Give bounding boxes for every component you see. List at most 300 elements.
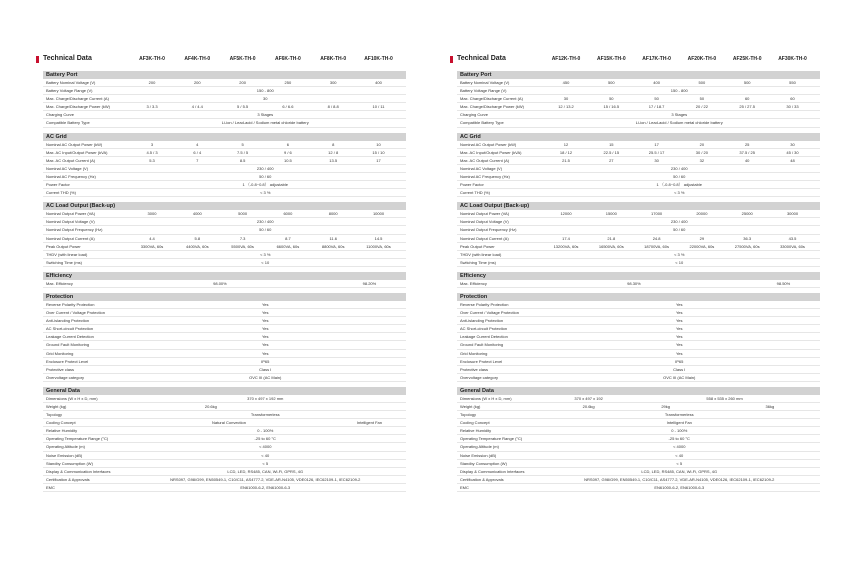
spec-row [457,468,820,476]
spec-label: Max. AC Output Current (A) [46,157,96,163]
spec-value: EN61000-6-2, EN61000-6-3 [240,484,291,490]
spec-row [457,189,820,197]
section-header: AC Load Output (Back-up) [43,202,406,210]
spec-label: Nominal Output Frequency (Hz) [460,227,517,233]
spec-row [457,165,820,173]
spec-label: Nominal Output Frequency (Hz) [46,227,103,233]
spec-label: Max. AC Input/Output Power (kVA) [46,149,108,155]
spec-row [43,79,406,87]
section-header: General Data [457,387,820,395]
spec-title: Technical Data [43,55,92,62]
spec-value: 98.20% [362,280,377,286]
header-accent-bar [450,56,453,63]
spec-value: 6000 [283,211,293,217]
spec-row [43,157,406,165]
spec-value: 22000VA, 60s [689,243,715,249]
spec-label: AC Short-circuit Protection [460,326,508,332]
spec-value: EN61000-6-2, EN61000-6-3 [654,484,705,490]
spec-label: Max. Charge/Discharge Power (kW) [460,104,525,110]
spec-row [457,325,820,333]
spec-row [457,366,820,374]
spec-value: 25 / 27.5 [739,104,755,110]
spec-value: 4 [196,141,199,147]
spec-value: 200 [148,80,156,85]
spec-value: 7 [196,157,199,163]
spec-value: 3000 [147,211,157,217]
model-header: AF6K-TH-0 [274,56,301,62]
spec-value: 29 [699,235,705,241]
spec-header [457,54,820,66]
spec-label: Reverse Polarity Protection [460,301,509,307]
spec-label: Standby Consumption (W) [46,460,93,466]
spec-value: 18700VA, 60s [644,243,670,249]
spec-value: Transformerless [250,412,280,418]
spec-row [457,157,820,165]
spec-value: 29kg [661,404,670,409]
spec-label: Topology [460,412,477,418]
spec-row [43,435,406,443]
spec-label: Grid Monitoring [46,350,74,356]
spec-label: Standby Consumption (W) [460,460,507,466]
spec-value: Li-ion / Lead-acid / Sodium metal chloride battery [221,120,309,126]
spec-label: Nominal Output Current (A) [46,235,95,241]
spec-row [43,95,406,103]
spec-value: Yes [261,310,269,316]
spec-label: Battery Voltage Range (V) [46,88,93,94]
spec-value: 98.50% [776,280,791,286]
spec-value: 12 / 13.2 [558,104,574,110]
model-header: AF30K-TH-0 [778,56,807,62]
spec-value: NRS097, G98/G99, EN50549-1, C10/C11, AS4777.2, VDE-AR-N4105, VDE0126, IEC62109-1, IEC62109-2 [584,476,775,482]
spec-value: < 4000 [673,444,686,450]
spec-row [43,358,406,366]
spec-value: -25 to 60 °C [668,436,690,442]
spec-row [457,435,820,443]
spec-value: 21.5 [562,157,570,163]
spec-label: THDV (with linear load) [46,251,88,257]
spec-row [43,119,406,127]
spec-label: Operating Temperature Range (°C) [460,436,523,442]
spec-value: 43.5 [788,235,797,241]
spec-row [43,103,406,111]
spec-value: 3 Stages [671,112,688,118]
spec-value: 20.6kg [582,404,595,409]
spec-row [43,259,406,267]
spec-row [43,165,406,173]
spec-value: 11000VA, 60s [366,243,391,249]
spec-value: 6 / 4 [193,149,202,155]
spec-label: Dimensions (W x H x D, mm) [46,395,98,401]
spec-label: THDV (with linear load) [460,251,502,257]
spec-label: Current THD (%) [460,190,490,196]
spec-value: 37.5 / 25 [739,149,755,155]
spec-value: 5 / 5.5 [237,104,249,110]
spec-row [43,218,406,226]
spec-value: 20 / 22 [695,104,709,110]
spec-row [43,341,406,349]
spec-row [457,333,820,341]
spec-row [43,243,406,251]
spec-row [43,484,406,492]
spec-value: 60 [744,96,750,102]
spec-value: Class I [673,366,686,372]
spec-label: Enclosure Protect Level [46,358,89,364]
model-header: AF15K-TH-0 [596,56,626,62]
spec-label: Peak Output Power [46,243,81,249]
spec-label: Weight (kg) [460,404,481,409]
spec-row [43,87,406,95]
spec-row [43,443,406,451]
spec-value: < 3 % [260,190,271,196]
section-header: Battery Port [457,71,820,79]
spec-value: 20.6kg [204,404,217,409]
spec-value: 8000 [328,211,338,217]
spec-row [457,181,820,189]
spec-label: Switching Time (ms) [460,259,497,265]
spec-label: Certification & Approvals [46,476,90,482]
spec-value: 50 [699,96,705,102]
spec-row [43,452,406,460]
spec-row [457,218,820,226]
spec-value: 22.5 / 15 [603,149,620,155]
model-header: AF5K-TH-0 [229,56,256,62]
spec-value: 12 [563,141,569,147]
spec-label: Operating Temperature Range (°C) [46,436,109,442]
section-header: Battery Port [43,71,406,79]
spec-label: Protective class [46,366,75,372]
spec-row [43,301,406,309]
spec-label: Cooling Concept [46,420,76,426]
spec-value: < 3 % [674,190,685,196]
spec-value: 5.8 [194,235,201,241]
spec-row [457,87,820,95]
spec-row [43,366,406,374]
spec-value: 0 - 100% [671,428,688,434]
spec-row [43,317,406,325]
spec-row [457,419,820,427]
spec-label: Display & Communication Interfaces [46,468,111,474]
model-header: AF17K-TH-0 [642,56,671,62]
spec-value: Yes [675,326,683,332]
spec-row [457,452,820,460]
spec-value: NRS097, G98/G99, EN50549-1, C10/C11, AS4777.2, VDE-AR-N4105, VDE0126, IEC62109-1, IEC62109-2 [170,476,361,482]
spec-label: Nominal AC Output Power (kW) [46,141,103,147]
spec-label: Nominal Output Power (VA) [460,211,510,217]
spec-row [457,395,820,403]
spec-value: 33000VA, 60s [780,243,805,249]
spec-row [457,95,820,103]
spec-label: Power Factor [46,182,70,188]
spec-value: 50 / 60 [259,173,272,179]
spec-value: 4400VA, 60s [185,243,209,249]
spec-value: LCD, LED, RS485, CAN, Wi-Fi, GPRS, 4G [641,468,718,474]
spec-value: 150 - 800 [670,88,688,94]
spec-value: 7.3 [239,235,246,241]
spec-value: < 5 [262,460,269,466]
spec-value: 14.5 [374,235,383,241]
spec-row [43,210,406,218]
spec-value: 17000 [651,211,663,217]
spec-value: 27500VA, 60s [734,243,760,249]
spec-label: Switching Time (ms) [46,259,83,265]
spec-value: 12 / 8 [328,149,339,155]
spec-row [43,403,406,411]
spec-row [457,427,820,435]
spec-value: 3 / 3.3 [146,104,158,110]
spec-label: Nominal Output Power (VA) [46,211,96,217]
spec-value: 400 [653,80,660,85]
spec-row [457,403,820,411]
spec-value: 6600VA, 60s [276,243,300,249]
spec-row [457,226,820,234]
spec-value: 3300VA, 60s [140,243,164,249]
spec-value: 16500VA, 60s [598,243,624,249]
section-header: General Data [43,387,406,395]
spec-row [457,119,820,127]
spec-value: < 40 [675,452,684,458]
spec-value: 5.3 [149,157,155,163]
spec-label: Compatible Battery Type [460,120,504,126]
spec-row [457,243,820,251]
spec-row [457,317,820,325]
spec-value: 1 （-0.8~0.8） adjustable [656,182,702,188]
spec-value: 36.3 [743,235,752,241]
spec-value: OVC III (AC Main) [663,374,696,380]
spec-value: 18 / 12 [559,149,573,155]
spec-value: 48 [790,157,795,163]
spec-label: Enclosure Protect Level [460,358,503,364]
spec-value: 50 / 60 [259,227,272,233]
spec-label: Noise Emission (dB) [460,452,497,458]
spec-value: 50 / 60 [673,227,686,233]
spec-value: 17 / 18.7 [648,104,665,110]
spec-value: 13200VA, 60s [553,243,579,249]
spec-label: Over Current / Voltage Protection [46,310,105,316]
spec-row [457,251,820,259]
spec-value: 24.8 [652,235,661,241]
spec-value: 60 [790,96,795,102]
spec-value: 13.5 [329,157,338,163]
spec-value: IP65 [261,358,270,364]
spec-value: 7.5 / 5 [237,149,249,155]
spec-value: < 4000 [259,444,272,450]
spec-label: Grid Monitoring [460,350,488,356]
spec-label: Nominal Output Current (A) [460,235,509,241]
spec-value: 370 x 497 x 192 mm [247,395,284,401]
spec-value: Natural Convection [211,420,247,426]
spec-value: Yes [675,342,683,348]
spec-value: Li-ion / Lead-acid / Sodium metal chloride battery [635,120,723,126]
spec-label: Battery Nominal Voltage (V) [46,80,96,85]
spec-value: < 5 [676,460,683,466]
spec-value: 4.5 / 3 [146,149,158,155]
spec-label: Max. AC Input/Output Power (kVA) [460,149,522,155]
spec-row [43,333,406,341]
spec-row [43,476,406,484]
spec-value: IP65 [675,358,684,364]
spec-label: Nominal AC Frequency (Hz) [460,173,510,179]
spec-value: 6 / 6.6 [282,104,294,110]
spec-value: 30000 [786,211,799,217]
spec-label: Charging Curve [46,112,75,118]
spec-value: 550 [789,80,796,85]
spec-value: 36kg [765,404,775,409]
spec-row [43,374,406,382]
spec-value: 30 / 20 [695,149,709,155]
spec-row [457,280,820,288]
spec-value: < 40 [261,452,270,458]
spec-row [457,141,820,149]
model-header: AF3K-TH-0 [139,56,165,62]
spec-value: 8 / 8.8 [327,104,339,110]
spec-value: Intelligent Fan [666,420,692,426]
spec-value: 50 / 60 [673,173,686,179]
spec-row [457,210,820,218]
spec-row [43,173,406,181]
section-header: Efficiency [457,272,820,280]
spec-value: -25 to 60 °C [254,436,276,442]
spec-row [43,189,406,197]
spec-value: 30 [654,157,659,163]
spec-label: Max. Charge/Discharge Current (A) [46,96,109,102]
spec-value: Yes [261,326,269,332]
spec-row [43,280,406,288]
spec-label: Display & Communication Interfaces [460,468,525,474]
model-header: AF10K-TH-0 [364,56,393,62]
spec-value: 9 / 6 [283,149,292,155]
spec-label: Operating Altitude (m) [46,444,85,450]
spec-value: 1 （-0.8~0.8） adjustable [242,182,288,188]
spec-value: 40 [744,157,750,163]
spec-value: 8.5 [239,157,246,163]
spec-label: Nominal AC Frequency (Hz) [46,173,96,179]
spec-value: 10000 [372,211,385,217]
spec-label: Nominal Output Voltage (V) [460,219,509,225]
spec-value: 500 [698,80,706,85]
spec-label: Dimensions (W x H x D, mm) [460,395,512,401]
spec-value: Yes [675,301,683,307]
spec-row [43,251,406,259]
spec-value: 3 Stages [257,112,274,118]
spec-value: 300 [329,80,337,85]
spec-value: 5500VA, 60s [231,243,254,249]
spec-value: 150 - 800 [256,88,274,94]
spec-value: Yes [675,350,683,356]
spec-row [457,350,820,358]
spec-label: AC Short-circuit Protection [46,326,94,332]
spec-value: 500 [607,80,615,85]
spec-label: Relative Humidity [46,428,78,434]
section-header: AC Grid [457,133,820,141]
spec-value: 0 - 100% [257,428,274,434]
spec-label: Anti-islanding Protection [460,318,504,324]
spec-row [43,235,406,243]
model-header: AF8K-TH-0 [320,56,347,62]
spec-value: 98.00% [213,280,227,286]
spec-value: Yes [675,334,683,340]
spec-value: 17 [376,157,381,163]
spec-label: Ground Fault Monitoring [46,342,90,348]
spec-label: Ground Fault Monitoring [460,342,504,348]
spec-row [43,427,406,435]
spec-value: 4.4 [149,235,155,241]
spec-row [457,235,820,243]
spec-value: Yes [261,334,269,340]
spec-value: 10.5 [283,157,292,163]
spec-row [43,350,406,358]
spec-value: 370 x 497 x 192 [574,395,603,401]
spec-value: 30 [563,96,569,102]
section-header: Protection [43,293,406,301]
spec-row [457,259,820,267]
spec-label: Max. Charge/Discharge Power (kW) [46,104,111,110]
spec-row [457,443,820,451]
spec-value: 230 / 400 [256,219,274,225]
model-header: AF20K-TH-0 [687,56,717,62]
spec-value: 6 [286,141,290,147]
spec-value: Yes [675,310,683,316]
spec-row [43,226,406,234]
spec-label: Nominal AC Voltage (V) [46,165,89,171]
spec-value: 15 / 10 [372,149,385,155]
spec-value: 400 [375,80,382,85]
spec-row [43,460,406,468]
spec-value: 50 [609,96,614,102]
spec-value: 230 / 400 [670,219,688,225]
spec-value: 15 / 16.5 [603,104,620,110]
spec-label: Topology [46,412,63,418]
spec-label: Nominal AC Voltage (V) [460,165,503,171]
spec-row [457,301,820,309]
spec-label: Leakage Current Detection [460,334,508,340]
spec-label: Overvoltage category [46,374,85,380]
spec-value: LCD, LED, RS485, CAN, Wi-Fi, GPRS, 4G [227,468,304,474]
spec-label: Max. Efficiency [460,280,487,286]
spec-value: Yes [261,318,269,324]
spec-value: OVC III (AC Main) [249,374,282,380]
spec-value: Intelligent Fan [356,420,383,426]
spec-value: 200 [193,80,201,85]
spec-label: Anti-islanding Protection [46,318,90,324]
spec-label: Certification & Approvals [460,476,504,482]
spec-value: 98.30% [627,280,641,286]
spec-label: Power Factor [460,182,484,188]
spec-row [457,374,820,382]
spec-row [43,149,406,157]
section-header: AC Grid [43,133,406,141]
spec-value: Yes [261,342,269,348]
spec-label: EMC [460,484,469,490]
spec-label: Battery Voltage Range (V) [460,88,507,94]
spec-value: 230 / 400 [256,165,274,171]
spec-value: < 10 [261,259,270,265]
spec-value: 25000 [741,211,753,217]
spec-row [457,460,820,468]
spec-row [43,141,406,149]
spec-value: Yes [675,318,683,324]
spec-value: 5000 [238,211,248,217]
spec-value: 25.5 / 17 [648,149,665,155]
spec-label: Current THD (%) [46,190,76,196]
spec-value: 15000 [605,211,617,217]
spec-row [457,173,820,181]
spec-row [457,484,820,492]
spec-header [43,54,406,66]
spec-value: 200 [239,80,246,85]
spec-value: 45 / 30 [786,149,799,155]
spec-row [457,79,820,87]
spec-label: Reverse Polarity Protection [46,301,95,307]
